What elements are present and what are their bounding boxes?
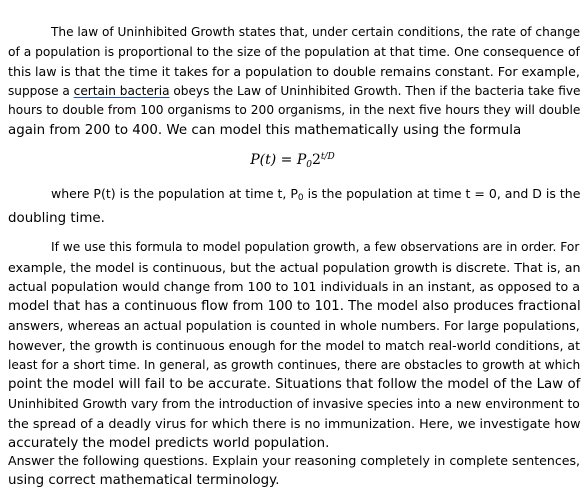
formula-equals: = bbox=[276, 152, 297, 168]
intro-text: suppose a bbox=[8, 83, 74, 98]
observations-line: the spread of a deadly virus for which there is no immunization. Here, we investigate how bbox=[8, 416, 581, 432]
observations-line: model that has a continuous flow from 100 to 101. The model also produces fractional bbox=[8, 298, 581, 314]
intro-line bbox=[8, 82, 580, 102]
observations-paragraph bbox=[8, 238, 580, 454]
instructions-paragraph bbox=[8, 451, 580, 490]
definition-text: is the population at time t = 0, and D is the bbox=[303, 186, 581, 201]
intro-line: this law is that the time it takes for a population to double remains constant. For example, bbox=[8, 64, 580, 80]
definition-line: doubling time. bbox=[8, 210, 105, 226]
intro-line: of a population is proportional to the size of the population at that time. One consequence of bbox=[8, 44, 580, 59]
formula-base: P bbox=[296, 152, 307, 168]
formula-lhs: P(t) bbox=[250, 152, 277, 168]
formula-exponent: t/D bbox=[320, 152, 335, 162]
instructions-line: Answer the following questions. Explain your reasoning completely in complete sentences, bbox=[8, 453, 581, 468]
intro-line: The law of Uninhibited Growth states that, under certain conditions, the rate of change bbox=[51, 25, 581, 39]
intro-line: again from 200 to 400. We can model this mathematically using the formula bbox=[8, 122, 522, 138]
intro-text: obeys the Law of Uninhibited Growth. Then if the bacteria take five bbox=[169, 83, 581, 98]
certain-bacteria-link[interactable]: certain bacteria bbox=[73, 83, 170, 98]
intro-line: hours to double from 100 organisms to 200 organisms, in the next five hours they will double bbox=[8, 103, 581, 118]
definition-line bbox=[8, 184, 580, 209]
formula-two: 2 bbox=[311, 152, 321, 168]
observations-line: Uninhibited Growth vary from the introduction of invasive species into a new environment to bbox=[8, 396, 580, 411]
observations-line: accurately the model predicts world population. bbox=[8, 435, 330, 451]
intro-paragraph bbox=[8, 23, 580, 141]
growth-formula bbox=[0, 148, 585, 176]
formula-base-subscript: 0 bbox=[306, 160, 312, 170]
definition-paragraph bbox=[8, 184, 580, 228]
observations-line: however, the growth is continuous enough for the model to match real-world conditions, at bbox=[8, 337, 580, 353]
observations-line: actual population would change from 100 to 101 individuals in an instant, as opposed to a bbox=[8, 279, 580, 295]
observations-line: example, the model is continuous, but the actual population growth is discrete. That is, an bbox=[8, 259, 581, 275]
observations-line: If we use this formula to model population growth, a few observations are in order. For bbox=[51, 240, 580, 254]
instructions-line: using correct mathematical terminology. bbox=[8, 472, 280, 488]
observations-line: point the model will fail to be accurate. Situations that follow the model of the Law of bbox=[8, 377, 581, 393]
observations-line: answers, whereas an actual population is counted in whole numbers. For large populations, bbox=[8, 318, 580, 334]
definition-subscript: 0 bbox=[297, 193, 304, 203]
definition-text: where P(t) is the population at time t, P bbox=[51, 186, 298, 201]
observations-line: least for a short time. In general, as growth continues, there are obstacles to growth at which bbox=[8, 357, 581, 372]
